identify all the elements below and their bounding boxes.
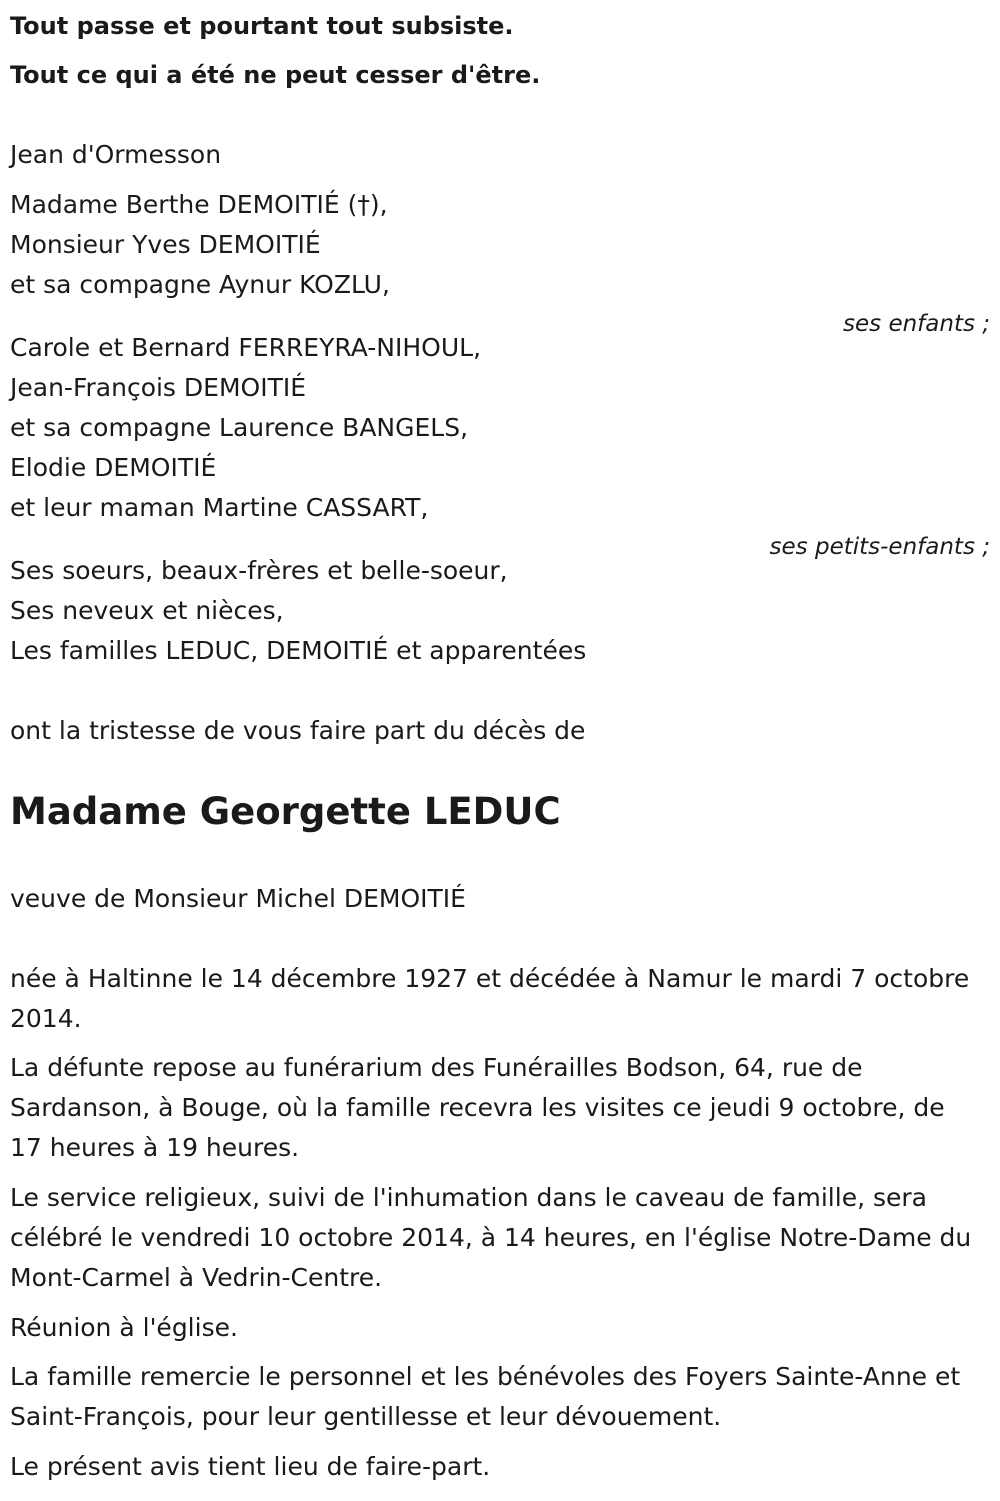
relatives-block bbox=[10, 551, 990, 671]
grandchildren-block bbox=[10, 328, 990, 566]
birth-death-paragraph: née à Haltinne le 14 décembre 1927 et décédée à Namur le mardi 7 octobre 2014. bbox=[10, 964, 970, 1033]
relatives-line: Ses neveux et nièces, bbox=[10, 596, 284, 625]
relatives-line: Ses soeurs, beaux-frères et belle-soeur, bbox=[10, 556, 508, 585]
quote-author: Jean d'Ormesson bbox=[10, 140, 222, 169]
quote-line-2: Tout ce qui a été ne peut cesser d'être. bbox=[10, 61, 541, 89]
child-name: et sa compagne Aynur KOZLU, bbox=[10, 270, 390, 299]
deceased-name: Madame Georgette LEDUC bbox=[10, 790, 561, 833]
relatives-line: Les familles LEDUC, DEMOITIÉ et apparentées bbox=[10, 636, 587, 665]
child-name: Madame Berthe DEMOITIÉ (†), bbox=[10, 190, 388, 219]
child-name: Monsieur Yves DEMOITIÉ bbox=[10, 230, 321, 259]
grandchild-name: et leur maman Martine CASSART, bbox=[10, 493, 429, 522]
grandchildren-label: ses petits-enfants ; bbox=[769, 534, 990, 560]
notice-paragraph: Le présent avis tient lieu de faire-part. bbox=[10, 1452, 491, 1481]
meeting-paragraph: Réunion à l'église. bbox=[10, 1313, 238, 1342]
quote-line-1: Tout passe et pourtant tout subsiste. bbox=[10, 12, 514, 40]
rest-paragraph: La défunte repose au funérarium des Funérailles Bodson, 64, rue de Sardanson, à Bouge, où la famille recevra les visites ce jeudi 9 octobre, de 17 heures à 19 heures. bbox=[10, 1053, 945, 1162]
children-block bbox=[10, 185, 990, 343]
announcement: ont la tristesse de vous faire part du décès de bbox=[10, 716, 586, 745]
grandchild-name: Jean-François DEMOITIÉ bbox=[10, 373, 307, 402]
widow-of: veuve de Monsieur Michel DEMOITIÉ bbox=[10, 884, 466, 913]
grandchild-name: Elodie DEMOITIÉ bbox=[10, 453, 217, 482]
thanks-paragraph: La famille remercie le personnel et les bénévoles des Foyers Sainte-Anne et Saint-François, pour leur gentillesse et leur dévouement. bbox=[10, 1362, 961, 1431]
service-paragraph: Le service religieux, suivi de l'inhumation dans le caveau de famille, sera célébré le vendredi 10 octobre 2014, à 14 heures, en l'église Notre-Dame du Mont-Carmel à Vedrin-Centre. bbox=[10, 1183, 972, 1292]
grandchild-name: et sa compagne Laurence BANGELS, bbox=[10, 413, 469, 442]
children-label: ses enfants ; bbox=[843, 311, 990, 337]
grandchild-name: Carole et Bernard FERREYRA-NIHOUL, bbox=[10, 333, 482, 362]
